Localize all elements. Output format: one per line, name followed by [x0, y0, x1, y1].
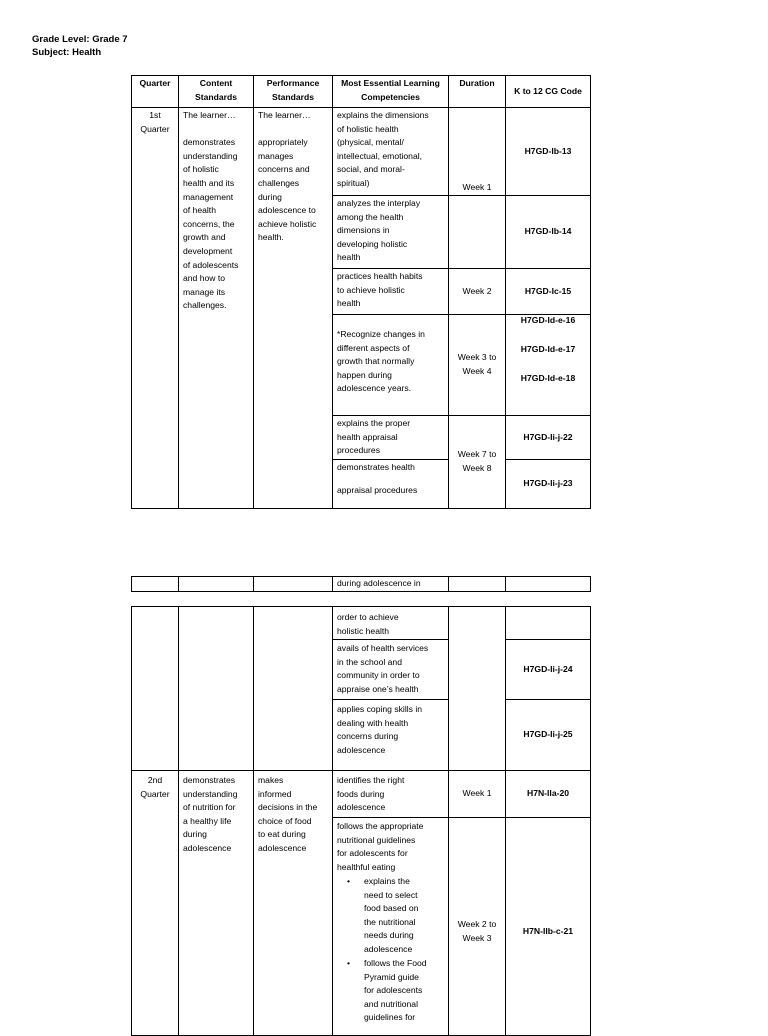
- cg-code-cell: H7GD-Ib-13: [524, 145, 572, 156]
- duration-cell: Week 1: [462, 788, 492, 799]
- performance-standards-cell: makes informed decisions in the choice of food to eat during adolescence: [258, 775, 318, 853]
- melc-cell: order to achieve holistic health: [337, 612, 399, 636]
- melc-cell: applies coping skills in dealing with health concerns during adolescence: [337, 704, 423, 755]
- melc-cell: explains the dimensions of holistic health (physical, mental/ intellectual, emotional, social, and moral- spiritual): [337, 110, 429, 188]
- cg-code-cell: H7GD-Id-e-18: [520, 373, 576, 383]
- subject-label: Subject: Health: [32, 47, 102, 58]
- melc-cell: avails of health services in the school and community in order to appraise one’s health: [337, 643, 429, 694]
- cg-code-cell: H7GD-Ii-j-25: [523, 729, 573, 740]
- cg-code-cell: H7GD-Id-e-17: [520, 344, 576, 354]
- performance-standards-cell: The learner… appropriately manages concerns and challenges during adolescence to achieve holistic health.: [258, 110, 317, 243]
- bullet-item: [347, 875, 447, 957]
- melc-cell: analyzes the interplay among the health dimensions in developing holistic health: [337, 198, 421, 263]
- header-content-standards: Content Standards: [194, 78, 238, 102]
- melc-cell: follows the appropriate nutritional guidelines for adolescents for healthful eating: [337, 821, 424, 872]
- melc-cell: explains the proper health appraisal procedures: [337, 418, 411, 456]
- quarter-cell: 2nd Quarter: [140, 775, 170, 799]
- bullet-text: follows the Food Pyramid guide for adolescents and nutritional guidelines for: [364, 958, 427, 1023]
- cg-code-cell: H7GD-Ii-j-23: [523, 478, 573, 489]
- content-standards-cell: demonstrates understanding of nutrition for a healthy life during adolescence: [183, 775, 238, 853]
- header-cg-code: K to 12 CG Code: [514, 85, 582, 96]
- bullet-text: explains the need to select food based on the nutritional needs during adolescence: [364, 876, 419, 954]
- bullet-icon: •: [347, 876, 351, 886]
- header-duration: Duration: [459, 78, 495, 88]
- melc-cell: identifies the right foods during adolescence: [337, 775, 405, 813]
- header-performance-standards: Performance Standards: [266, 78, 320, 102]
- duration-cell: Week 1: [462, 182, 492, 193]
- duration-cell: Week 2 to Week 3: [457, 919, 497, 943]
- duration-cell: Week 7 to Week 8: [457, 449, 497, 473]
- duration-cell: Week 3 to Week 4: [457, 352, 497, 376]
- bullet-icon: •: [347, 958, 351, 968]
- melc-cell: appraisal procedures: [337, 485, 418, 495]
- cg-code-cell: H7GD-Ib-14: [524, 226, 572, 237]
- duration-cell: Week 2: [462, 285, 492, 296]
- quarter-cell: 1st Quarter: [140, 110, 170, 134]
- header-melc: Most Essential Learning Competencies: [341, 78, 440, 102]
- grade-level-label: Grade Level: Grade 7: [32, 34, 128, 45]
- melc-cell: during adolescence in: [337, 578, 421, 588]
- cg-code-cell: H7N-IIb-c-21: [522, 926, 574, 937]
- continuation-strip: [131, 576, 591, 592]
- competency-table-q1-q2: [131, 606, 591, 1036]
- content-standards-cell: The learner… demonstrates understanding of holistic health and its management of health concerns, the growth and development of adolescents and how to manage its challenges.: [183, 110, 239, 311]
- cg-code-cell: H7N-IIa-20: [526, 788, 570, 799]
- bullet-item: [347, 957, 447, 1033]
- competency-table-q1: [131, 75, 591, 509]
- melc-cell: practices health habits to achieve holistic health: [337, 271, 423, 309]
- cg-code-cell: H7GD-Ic-15: [524, 285, 572, 296]
- cg-code-cell: H7GD-Ii-j-22: [523, 431, 573, 442]
- melc-cell: demonstrates health: [337, 462, 415, 472]
- cg-code-cell: H7GD-Id-e-16: [520, 315, 576, 325]
- cg-code-cell: H7GD-Ii-j-24: [523, 663, 573, 674]
- header-quarter: Quarter: [139, 78, 171, 88]
- melc-cell: *Recognize changes in different aspects of growth that normally happen during adolescence years.: [337, 329, 425, 394]
